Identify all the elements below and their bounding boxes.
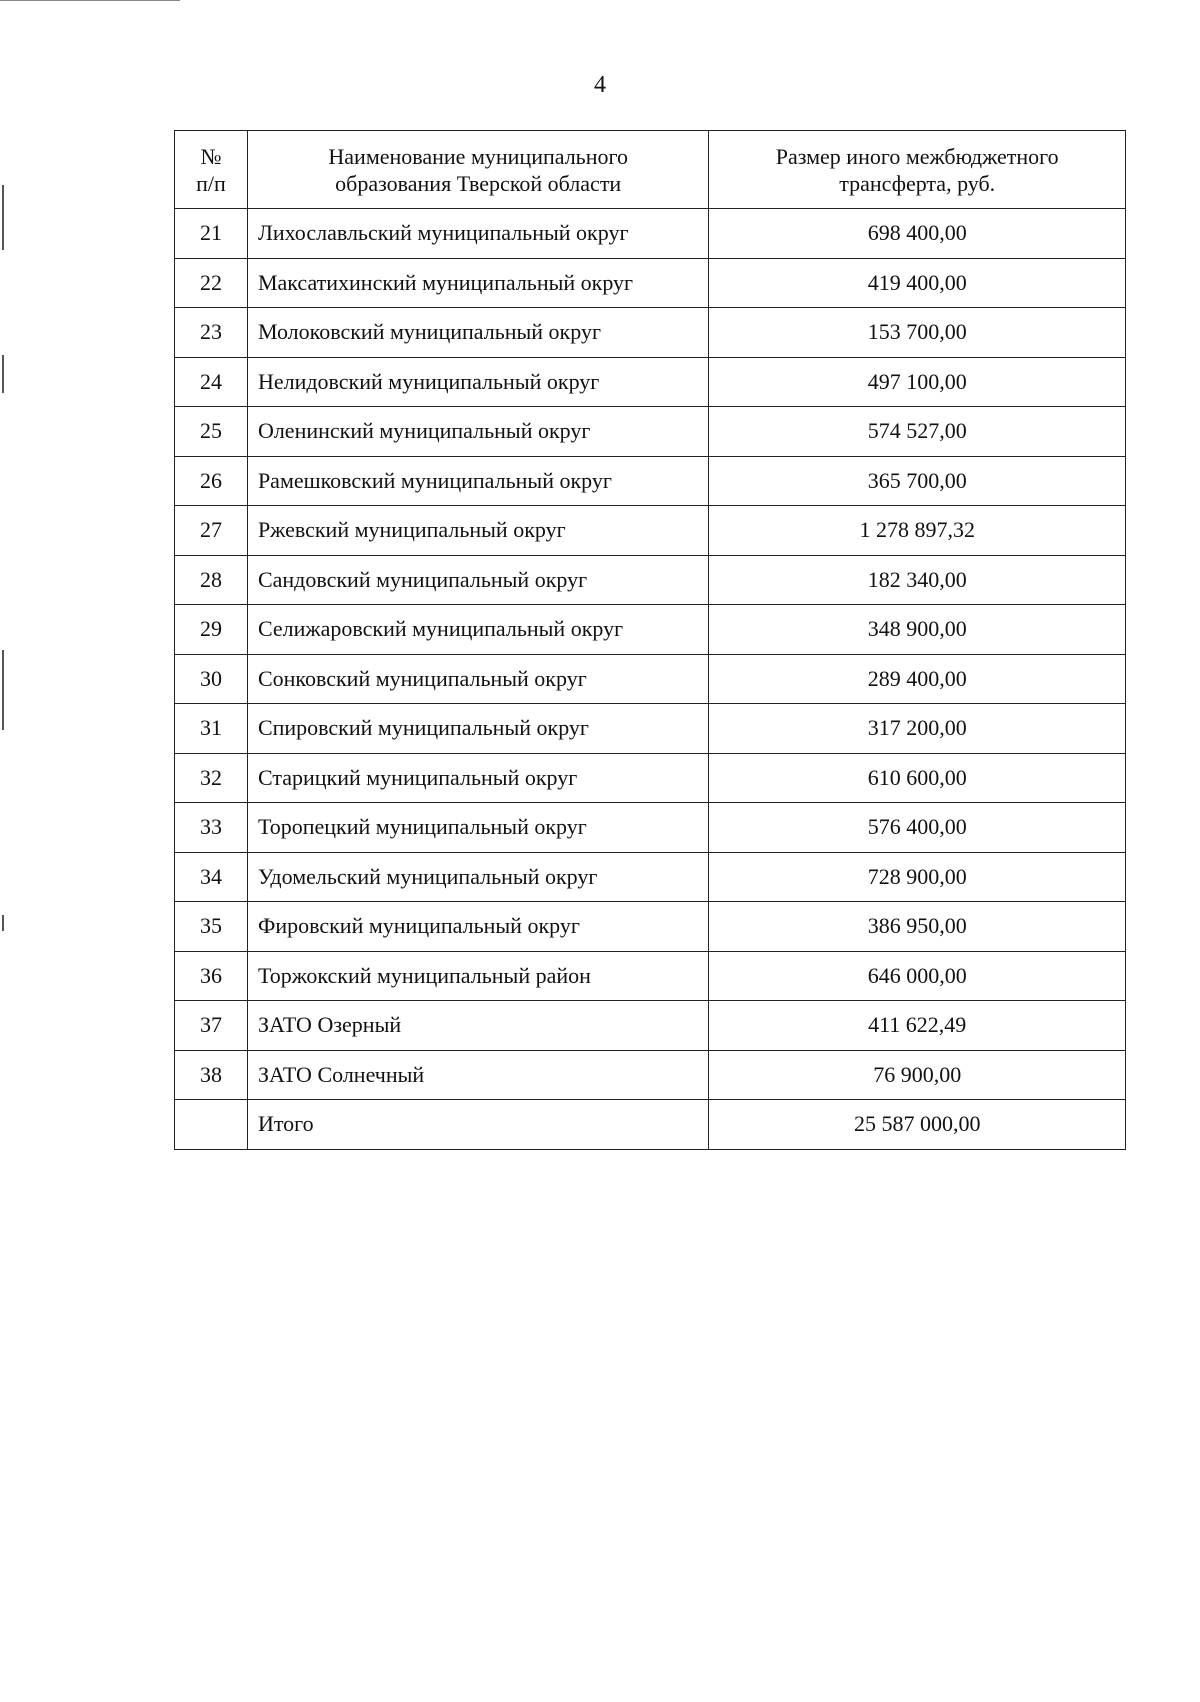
header-name [247,131,708,209]
transfers-table [174,130,1126,1150]
row-name: Удомельский муниципальный округ [247,852,708,902]
table-row [175,506,1126,556]
total-row [175,1100,1126,1150]
row-name: Торопецкий муниципальный округ [247,803,708,853]
row-amount: 698 400,00 [709,209,1126,259]
row-amount: 576 400,00 [709,803,1126,853]
row-name: Оленинский муниципальный округ [247,407,708,457]
row-number: 34 [175,852,248,902]
row-number: 32 [175,753,248,803]
row-amount: 1 278 897,32 [709,506,1126,556]
row-number: 25 [175,407,248,457]
row-name: Нелидовский муниципальный округ [247,357,708,407]
row-amount: 317 200,00 [709,704,1126,754]
row-name: ЗАТО Солнечный [247,1050,708,1100]
scan-mark [2,650,4,730]
table-row [175,555,1126,605]
row-number: 33 [175,803,248,853]
table-row [175,407,1126,457]
row-amount: 386 950,00 [709,902,1126,952]
row-amount: 289 400,00 [709,654,1126,704]
table-row [175,753,1126,803]
table-body [175,209,1126,1150]
row-name: ЗАТО Озерный [247,1001,708,1051]
table-row [175,654,1126,704]
table-row [175,456,1126,506]
header-amount-line1: Размер иного межбюджетного [775,143,1059,169]
table-row [175,308,1126,358]
row-number: 31 [175,704,248,754]
row-name: Рамешковский муниципальный округ [247,456,708,506]
row-amount: 411 622,49 [709,1001,1126,1051]
header-amount-line2: трансферта, руб. [839,170,996,196]
row-amount: 153 700,00 [709,308,1126,358]
row-amount: 574 527,00 [709,407,1126,457]
page-number: 4 [594,72,606,98]
row-amount: 610 600,00 [709,753,1126,803]
row-name: Фировский муниципальный округ [247,902,708,952]
row-number: 37 [175,1001,248,1051]
scan-mark [2,355,4,393]
table-row [175,1001,1126,1051]
table-row [175,605,1126,655]
scan-mark [0,0,180,1]
total-amount: 25 587 000,00 [709,1100,1126,1150]
header-name-line1: Наименование муниципального [328,143,628,169]
row-number: 23 [175,308,248,358]
table-row [175,902,1126,952]
row-amount: 76 900,00 [709,1050,1126,1100]
row-amount: 348 900,00 [709,605,1126,655]
table-row [175,951,1126,1001]
table-row [175,209,1126,259]
row-number: 36 [175,951,248,1001]
row-number: 27 [175,506,248,556]
table-row [175,704,1126,754]
row-name: Торжокский муниципальный район [247,951,708,1001]
table-row [175,258,1126,308]
row-amount: 728 900,00 [709,852,1126,902]
table-row [175,1050,1126,1100]
row-number: 26 [175,456,248,506]
row-name: Молоковский муниципальный округ [247,308,708,358]
row-amount: 182 340,00 [709,555,1126,605]
row-name: Лихославльский муниципальный округ [247,209,708,259]
header-number-line1: № [200,143,222,169]
header-row [175,131,1126,209]
table-row [175,852,1126,902]
row-number: 38 [175,1050,248,1100]
header-number [175,131,248,209]
row-name: Сонковский муниципальный округ [247,654,708,704]
total-number [175,1100,248,1150]
scan-mark [2,915,4,931]
row-number: 22 [175,258,248,308]
row-name: Спировский муниципальный округ [247,704,708,754]
row-name: Старицкий муниципальный округ [247,753,708,803]
row-name: Селижаровский муниципальный округ [247,605,708,655]
row-amount: 365 700,00 [709,456,1126,506]
header-number-line2: п/п [196,170,226,196]
header-name-line2: образования Тверской области [335,170,622,196]
row-number: 28 [175,555,248,605]
total-label: Итого [247,1100,708,1150]
table-header [175,131,1126,209]
table-row [175,357,1126,407]
scan-mark [2,185,4,250]
row-amount: 419 400,00 [709,258,1126,308]
header-amount [709,131,1126,209]
row-amount: 497 100,00 [709,357,1126,407]
row-number: 24 [175,357,248,407]
row-name: Сандовский муниципальный округ [247,555,708,605]
table-row [175,803,1126,853]
row-name: Ржевский муниципальный округ [247,506,708,556]
row-name: Максатихинский муниципальный округ [247,258,708,308]
row-number: 29 [175,605,248,655]
row-number: 35 [175,902,248,952]
row-amount: 646 000,00 [709,951,1126,1001]
row-number: 21 [175,209,248,259]
row-number: 30 [175,654,248,704]
